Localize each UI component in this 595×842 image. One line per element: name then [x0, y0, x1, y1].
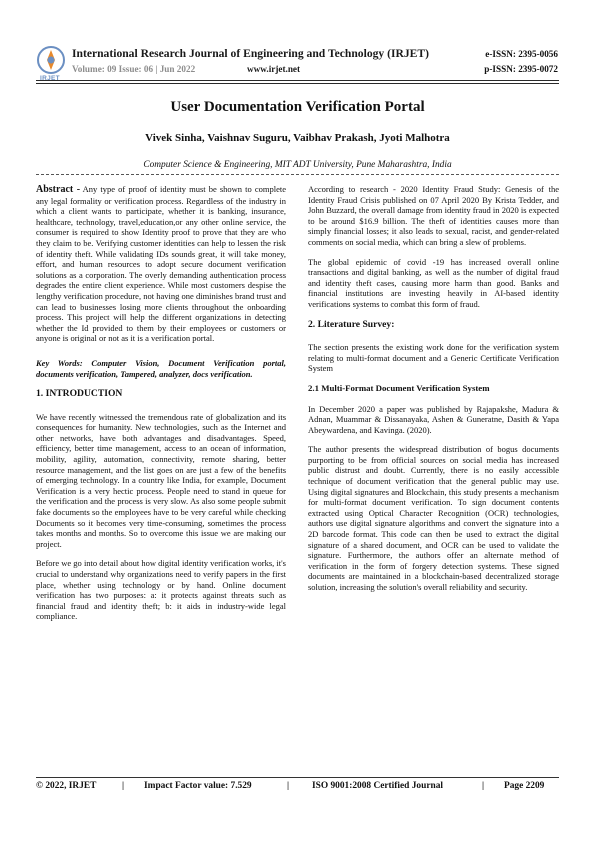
- footer-page-number: Page 2209: [504, 781, 545, 791]
- footer-rule: [36, 777, 559, 778]
- footer-impact-factor: Impact Factor value: 7.529: [144, 781, 252, 791]
- footer-separator: |: [287, 781, 290, 791]
- title-divider: [36, 174, 559, 175]
- paper-authors: Vivek Sinha, Vaishnav Suguru, Vaibhav Prakash, Jyoti Malhotra: [145, 132, 450, 144]
- section-heading-introduction: 1. INTRODUCTION: [36, 388, 123, 400]
- journal-website: www.irjet.net: [247, 64, 301, 74]
- abstract-text: Any type of proof of identity must be shown to complete any legal formality or verification process. Regardless of the industry in which a client wants to participate, whether it is banking, insurance, healthcare, technology, travel,education,or any other online service, the consumer is required to show Identity proof to prove that they are who they claim to be. Verifying customer identities can help to lessen the risk of identity theft. While validating IDs sounds great, it will take money, effort, and human resources to adopt secure document verification solutions as a corporation. The overly demanding authentication process degrades the entire client experience. While most customers despise the lengthy verification procedure, not having one diminishes brand trust and can lead to businesses losing more clients throughout the onboarding process. This project will help the different organizations in detecting whether the Id provided to them by their employees or customers or anyone is original or not as it is a verification portal.: [36, 184, 287, 344]
- footer-separator: |: [482, 781, 485, 791]
- intro-paragraph-2: Before we go into detail about how digital identity verification works, it's crucial to understand why organizations need to verify papers in the first place, whether using technology or by hand. Online document verification has two purposes: a: it protects against threats such as financial fraud and identity theft; b: it aids in industry-wide legal compliance.: [36, 558, 286, 622]
- body-paragraph-2: The global epidemic of covid -19 has increased overall online transactions and digital banking, as well as the number of digital fraud and identity theft cases, causing more harm than good. Banks and financial institutions are investing heavily in AI-based identity verifications systems to combat this form of fraud.: [308, 256, 559, 309]
- abstract: [36, 184, 286, 344]
- intro-paragraph-1: We have recently witnessed the tremendous rate of globalization and its consequences for humanity. New technologies, such as the Internet and other networks, have both advantages and disadvantages. Speed, efficiency, better time management, access to an ocean of information, mobility, agility, automation, connectivity, remote sharing, better resource management, and the list goes on are just a few of the benefits of emerging technology. In a country like India, for example, Document Verification is a very hectic process. People need to stand in queue for the verification and the process is very slow. As also some people submit fake documents so the employees have to be very careful while checking Documents so it becomes very time-consuming, sometimes the process takes months and months. So to overcome this issue we are making our project.: [36, 411, 286, 549]
- irjet-logo-icon: [36, 45, 66, 75]
- journal-title: International Research Journal of Engineering and Technology (IRJET): [72, 47, 429, 60]
- eissn: e-ISSN: 2395-0056: [485, 49, 558, 59]
- footer-separator: |: [122, 781, 125, 791]
- section-heading-literature: 2. Literature Survey:: [308, 318, 395, 330]
- subsection-paragraph-1: In December 2020 a paper was published by Rajapakshe, Madura & Adnan, Muammar & Dissanayaka, Ashen & Guneratne, Dasith & Yapa Abeywardena, and Kavinga. (2020).: [308, 403, 559, 435]
- logo-text: IRJET: [40, 75, 60, 82]
- footer-iso: ISO 9001:2008 Certified Journal: [312, 781, 443, 791]
- subsection-paragraph-2: The author presents the widespread distribution of bogus documents purporting to be from official sources on social media has increased public distrust and doubt. Currently, there is no easily accessible technique of document verification that the general public may use. Using digital signatures and Blockchain, this study presents a mechanism for multi-format document verification. To sign document contents extracted using Optical Character Recognition (OCR) technologies, authors use digital signature algorithms and convert the signature into a 2D barcode format. This code can then be used to extract the digital signature of a shared document, and OCR can be used to validate the signature. Furthermore, the authors offer an alternate method of verification in the form of forgery detection systems. These signed documents are maintained in a blockchain-based decentralized storage solution, increasing the solution's overall reliability and security.: [308, 444, 559, 592]
- paper-title: User Documentation Verification Portal: [170, 99, 425, 115]
- subsection-heading: 2.1 Multi-Format Document Verification System: [308, 382, 490, 393]
- footer-copyright: © 2022, IRJET: [36, 781, 97, 791]
- keywords: Key Words: Computer Vision, Document Verification portal, documents verification, Tampered, analyzer, docs verification.: [36, 357, 286, 379]
- right-column: [308, 184, 559, 602]
- header-rule: [36, 80, 559, 81]
- header-rule-thin: [36, 83, 559, 84]
- body-paragraph-1: According to research - 2020 Identity Fraud Study: Genesis of the Identity Fraud Crisis published on 07 April 2020 By Krista Tedder, and John Buzzard, the overall damage from identity fraud in 2020 is expected to be around $16.9 billion. The theft of identities causes more than simply financial losses; it also leads to sexual, racist, and gender-related comments on social media, which can bring a slew of problems.: [308, 184, 559, 247]
- volume-issue: Volume: 09 Issue: 06 | Jun 2022: [72, 64, 196, 74]
- paper-affiliation: Computer Science & Engineering, MIT ADT University, Pune Maharashtra, India: [143, 160, 452, 170]
- left-column: [36, 184, 286, 631]
- abstract-label: Abstract -: [36, 184, 81, 195]
- pissn: p-ISSN: 2395-0072: [484, 64, 558, 74]
- literature-paragraph: The section presents the existing work done for the verification system relating to multi-format document and a Generic Certificate Verification System: [308, 342, 559, 374]
